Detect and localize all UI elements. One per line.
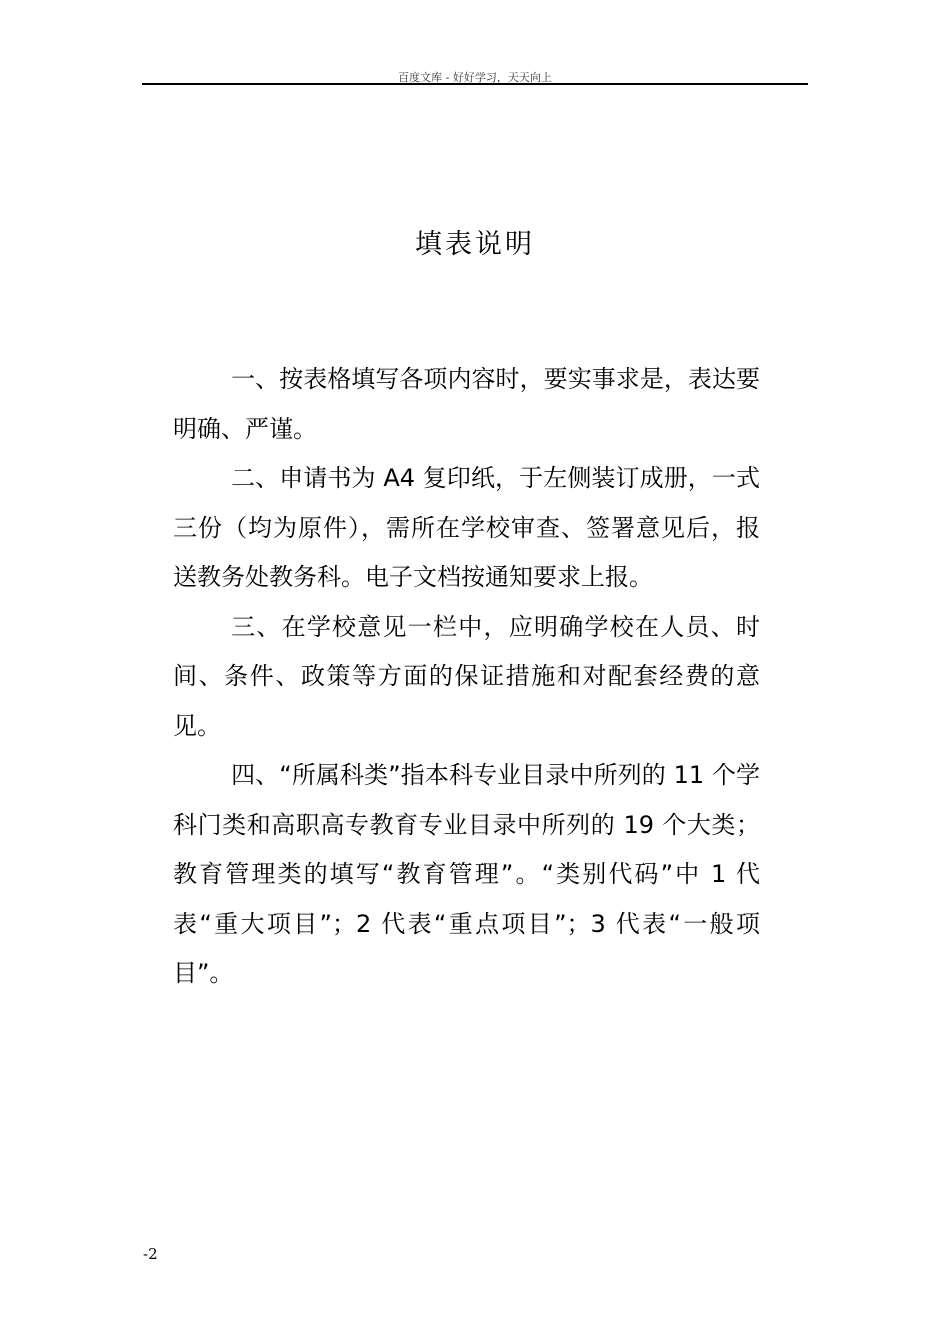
instructions-body: [173, 355, 760, 999]
instruction-paragraph-3: 三、在学校意见一栏中，应明确学校在人员、时间、条件、政策等方面的保证措施和对配套经费的意见。: [173, 612, 760, 740]
page-number: -2: [143, 1245, 158, 1263]
instruction-paragraph-2: 二、申请书为 A4 复印纸，于左侧装订成册，一式三份（均为原件），需所在学校审查、签署意见后，报送教务处教务科。电子文档按通知要求上报。: [173, 464, 760, 591]
document-title: 填表说明: [415, 229, 535, 260]
instruction-paragraph-4: 四、“所属科类”指本科专业目录中所列的 11 个学科门类和高职高专教育专业目录中所列的 19 个大类；教育管理类的填写“教育管理”。“类别代码”中 1 代表“重大项目”；2 代表“重点项目”；3 代表“一般项目”。: [173, 761, 760, 987]
page-header-text: 百度文库 - 好好学习，天天向上: [398, 71, 552, 84]
instruction-paragraph-1: 一、按表格填写各项内容时，要实事求是，表达要明确、严谨。: [173, 365, 760, 443]
header-divider: [142, 83, 808, 85]
